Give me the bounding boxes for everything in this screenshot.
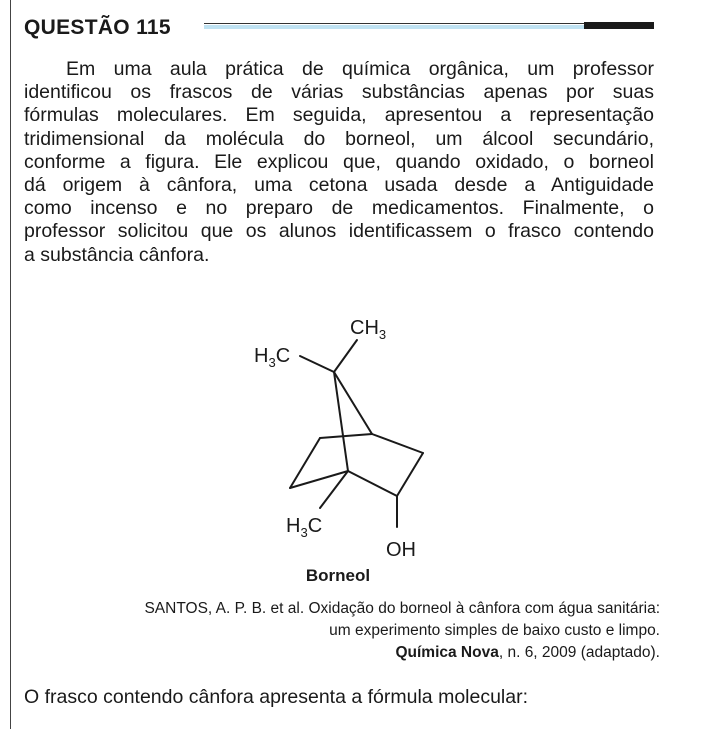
bond-c7-ch3-top — [334, 340, 357, 372]
oh-label: OH — [386, 539, 416, 561]
borneol-structure — [240, 306, 440, 568]
paragraph-line: Em uma aula prática de química orgânica, um professor — [66, 58, 654, 80]
bond-c4-c5 — [320, 434, 372, 438]
bond-c2-c1 — [348, 471, 397, 496]
source-details: , n. 6, 2009 (adaptado). — [498, 644, 660, 661]
question-title: QUESTÃO 115 — [24, 16, 171, 39]
paragraph-line: como incenso e no preparo de medicamentos. Finalmente, o — [24, 197, 654, 220]
bond-c7-c1 — [334, 372, 348, 471]
paragraph-line: conforme a figura. Ele explicou que, quando oxidado, o borneol — [24, 150, 654, 173]
bond-c4-c3 — [372, 434, 423, 453]
bond-c1-ch3 — [320, 471, 348, 508]
left-margin-rule — [10, 0, 11, 729]
bond-c3-c2 — [397, 453, 423, 496]
question-header — [24, 14, 654, 44]
paragraph-line: identificou os frascos de várias substâncias apenas por suas — [24, 81, 654, 104]
ch3-top-label: $CH_3$ — [350, 317, 387, 342]
figure-caption: Borneol — [305, 566, 371, 585]
paragraph-line: dá origem à cânfora, uma cetona usada desde a Antiguidade — [24, 174, 654, 197]
question-paragraph — [24, 58, 654, 267]
header-rule-thin — [204, 23, 584, 24]
source-line-3 — [40, 642, 660, 664]
h3c-left-label: $H_3C$ — [254, 345, 291, 370]
paragraph-line: fórmulas moleculares. Em seguida, apresentou a representação — [24, 104, 654, 127]
paragraph-line: tridimensional da molécula do borneol, um álcool secundário, — [24, 127, 654, 150]
source-line-2: um experimento simples de baixo custo e limpo. — [329, 622, 660, 639]
source-journal: Química Nova — [395, 644, 499, 661]
bond-c7-ch3-left — [300, 356, 334, 372]
paragraph-line: a substância cânfora. — [24, 243, 210, 266]
source-line-1: SANTOS, A. P. B. et al. Oxidação do borneol à cânfora com água sanitária: — [144, 600, 660, 617]
paragraph-line: professor solicitou que os alunos identificassem o frasco contendo — [24, 220, 654, 243]
question-prompt: O frasco contendo cânfora apresenta a fórmula molecular: — [24, 686, 529, 708]
bond-c7-c4 — [334, 372, 372, 434]
source-citation — [40, 598, 660, 664]
h3c-bottom-label: $H_3C$ — [286, 515, 323, 540]
header-rule-dark — [584, 22, 654, 29]
header-rule-light — [204, 25, 584, 29]
